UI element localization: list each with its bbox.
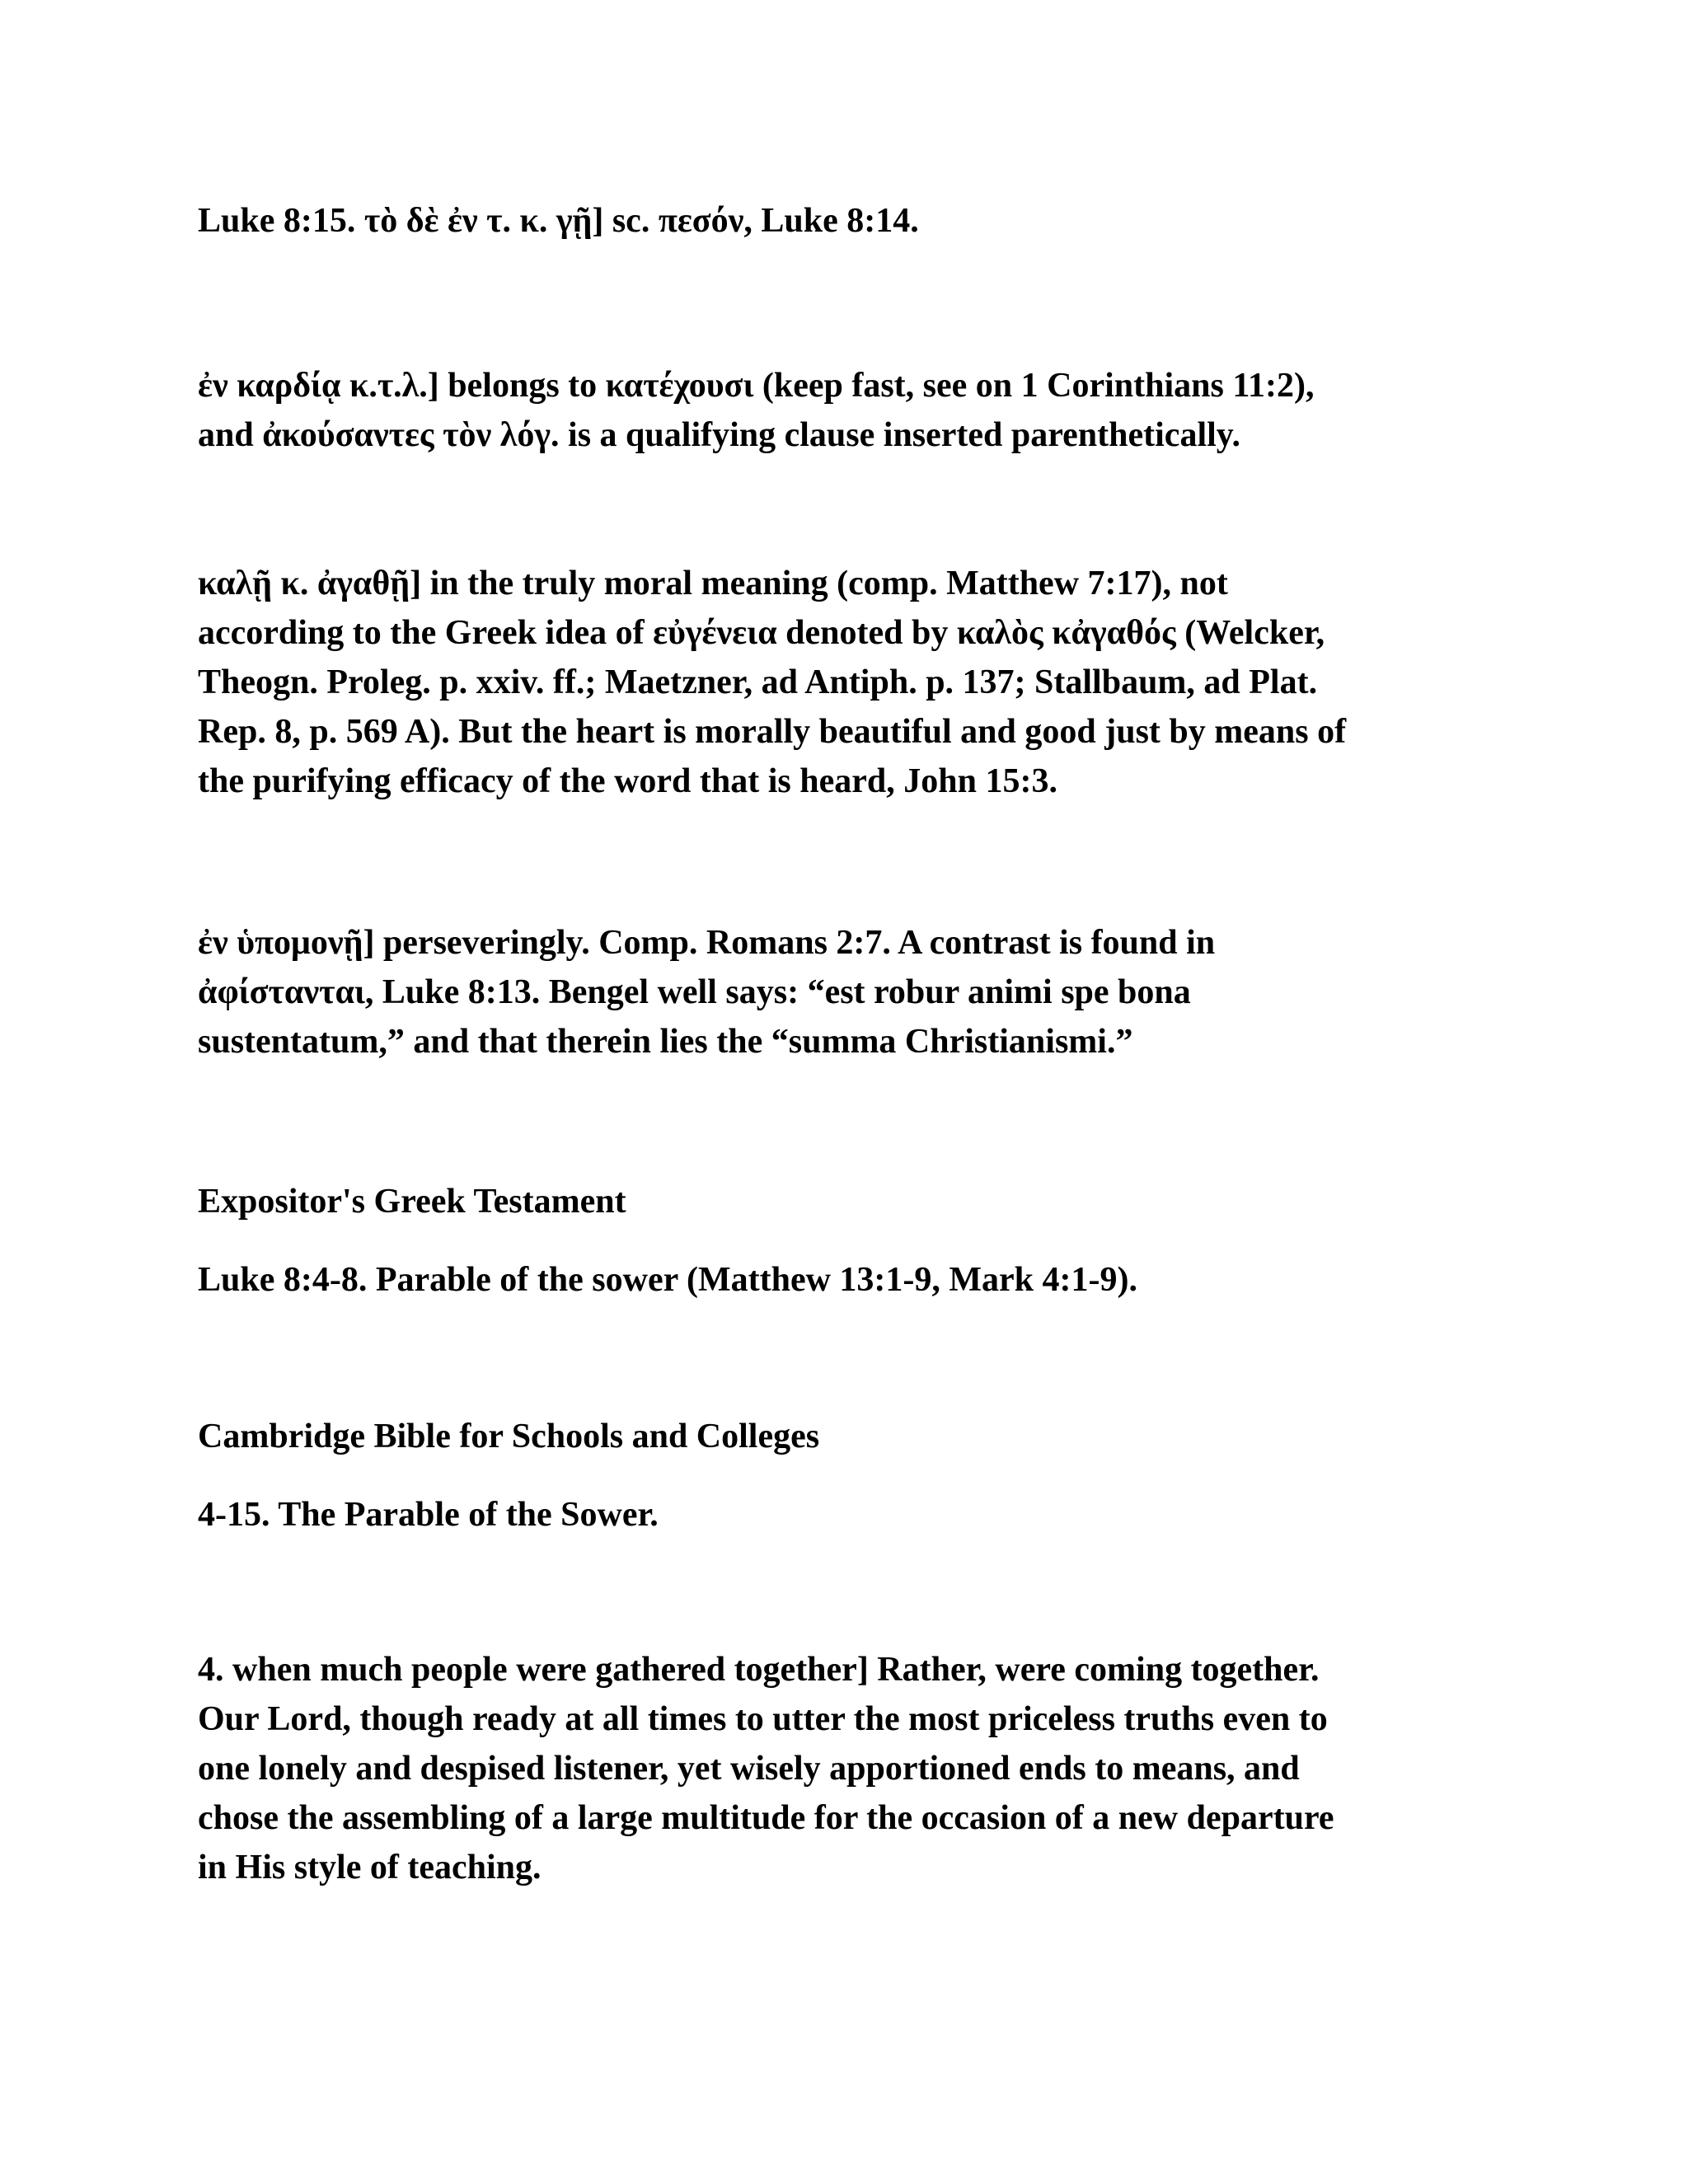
text-line: Rep. 8, p. 569 A). But the heart is morally beautiful and good just by means of <box>198 713 1347 751</box>
text-line: the purifying efficacy of the word that is heard, John 15:3. <box>198 762 1057 800</box>
commentary-en-kardia <box>198 361 1517 460</box>
text-line: καλῇ κ. ἀγαθῇ] in the truly moral meaning (comp. Matthew 7:17), not <box>198 565 1228 602</box>
commentary-en-hypomone <box>198 918 1517 1066</box>
heading-line: Expositor's Greek Testament <box>198 1183 626 1221</box>
commentary-luke-8-15 <box>198 196 1517 246</box>
text-line: sustentatum,” and that therein lies the “summa Christianismi.” <box>198 1023 1133 1061</box>
text-line: ἐν καρδίᾳ κ.τ.λ.] belongs to κατέχουσι (keep fast, see on 1 Corinthians 11:2), <box>198 367 1315 405</box>
heading-line: Cambridge Bible for Schools and Colleges <box>198 1418 820 1455</box>
text-line: Theogn. Proleg. p. xxiv. ff.; Maetzner, ad Antiph. p. 137; Stallbaum, ad Plat. <box>198 663 1318 701</box>
text-line: one lonely and despised listener, yet wisely apportioned ends to means, and <box>198 1750 1300 1788</box>
text-line: Luke 8:4-8. Parable of the sower (Matthew 13:1-9, Mark 4:1-9). <box>198 1261 1137 1299</box>
text-line: ἀφίστανται, Luke 8:13. Bengel well says: “est robur animi spe bona <box>198 973 1191 1011</box>
text-line: and ἀκούσαντες τὸν λόγ. is a qualifying clause inserted parenthetically. <box>198 416 1240 454</box>
text-line: chose the assembling of a large multitude for the occasion of a new departure <box>198 1799 1334 1837</box>
commentary-4-15 <box>198 1490 1517 1540</box>
text-line: Luke 8:15. τὸ δὲ ἐν τ. κ. γῇ] sc. πεσόν, Luke 8:14. <box>198 202 919 240</box>
text-line: Our Lord, though ready at all times to utter the most priceless truths even to <box>198 1700 1328 1738</box>
text-line: 4-15. The Parable of the Sower. <box>198 1496 659 1534</box>
text-line: 4. when much people were gathered together] Rather, were coming together. <box>198 1651 1320 1689</box>
commentary-luke-8-4-8 <box>198 1255 1517 1305</box>
source-heading-cambridge <box>198 1412 1517 1461</box>
text-line: according to the Greek idea of εὐγένεια denoted by καλὸς κἀγαθός (Welcker, <box>198 614 1325 652</box>
commentary-verse-4 <box>198 1645 1517 1892</box>
commentary-kale-agathe <box>198 559 1517 806</box>
text-line: in His style of teaching. <box>198 1849 542 1886</box>
source-heading-expositors <box>198 1177 1517 1226</box>
text-line: ἐν ὑπομονῇ] perseveringly. Comp. Romans 2:7. A contrast is found in <box>198 924 1216 962</box>
